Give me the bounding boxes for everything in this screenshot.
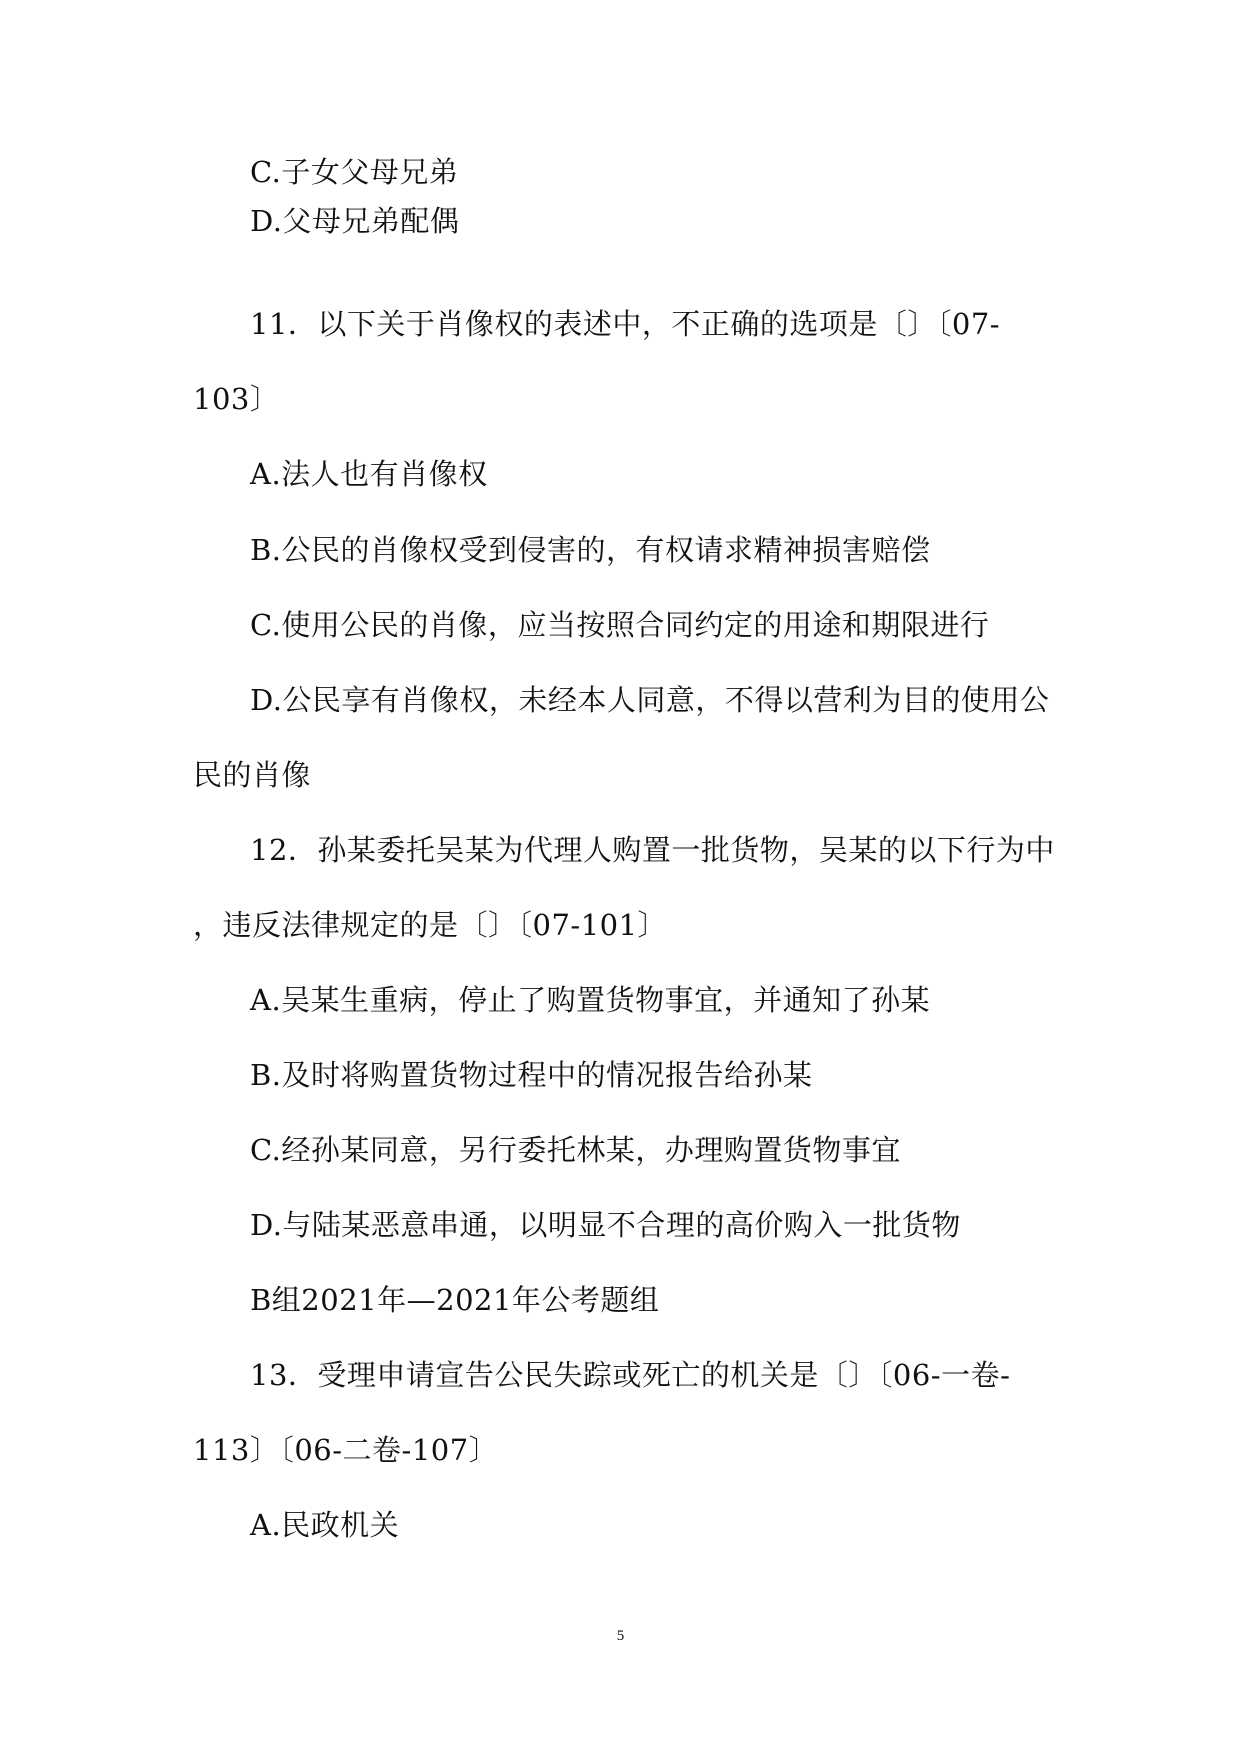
question-11-line-1: 11．以下关于肖像权的表述中，不正确的选项是〔〕〔07- bbox=[250, 307, 1001, 341]
option-line-d-q11-cont: 民的肖像 bbox=[193, 758, 312, 792]
question-12-line-1: 12．孙某委托吴某为代理人购置一批货物，吴某的以下行为中 bbox=[250, 833, 1055, 867]
question-13-line-1: 13．受理申请宣告公民失踪或死亡的机关是〔〕〔06-一卷- bbox=[250, 1358, 1011, 1392]
option-line-a-q11: A.法人也有肖像权 bbox=[250, 457, 488, 491]
option-line-a-q13: A.民政机关 bbox=[250, 1508, 400, 1542]
question-12-line-2: ，违反法律规定的是〔〕〔07-101〕 bbox=[193, 908, 668, 942]
option-line-d-q11: D.公民享有肖像权，未经本人同意，不得以营利为目的使用公 bbox=[250, 683, 1050, 717]
question-13-line-2: 113〕〔06-二卷-107〕 bbox=[193, 1433, 499, 1467]
option-line-b-q11: B.公民的肖像权受到侵害的，有权请求精神损害赔偿 bbox=[250, 533, 931, 567]
option-line-b-q12: B.及时将购置货物过程中的情况报告给孙某 bbox=[250, 1058, 813, 1092]
option-line-d-q12: D.与陆某恶意串通，以明显不合理的高价购入一批货物 bbox=[250, 1208, 961, 1242]
section-heading-b: B组2021年—2021年公考题组 bbox=[250, 1283, 660, 1317]
question-11-line-2: 103〕 bbox=[193, 382, 280, 416]
option-line-c-q11: C.使用公民的肖像，应当按照合同约定的用途和期限进行 bbox=[250, 608, 990, 642]
option-line-a-q12: A.吴某生重病，停止了购置货物事宜，并通知了孙某 bbox=[250, 983, 931, 1017]
option-line-c-q10: C.子女父母兄弟 bbox=[250, 155, 459, 189]
option-line-c-q12: C.经孙某同意，另行委托林某，办理购置货物事宜 bbox=[250, 1133, 901, 1167]
page-number: 5 bbox=[616, 1628, 625, 1644]
option-line-d-q10: D.父母兄弟配偶 bbox=[250, 204, 460, 238]
